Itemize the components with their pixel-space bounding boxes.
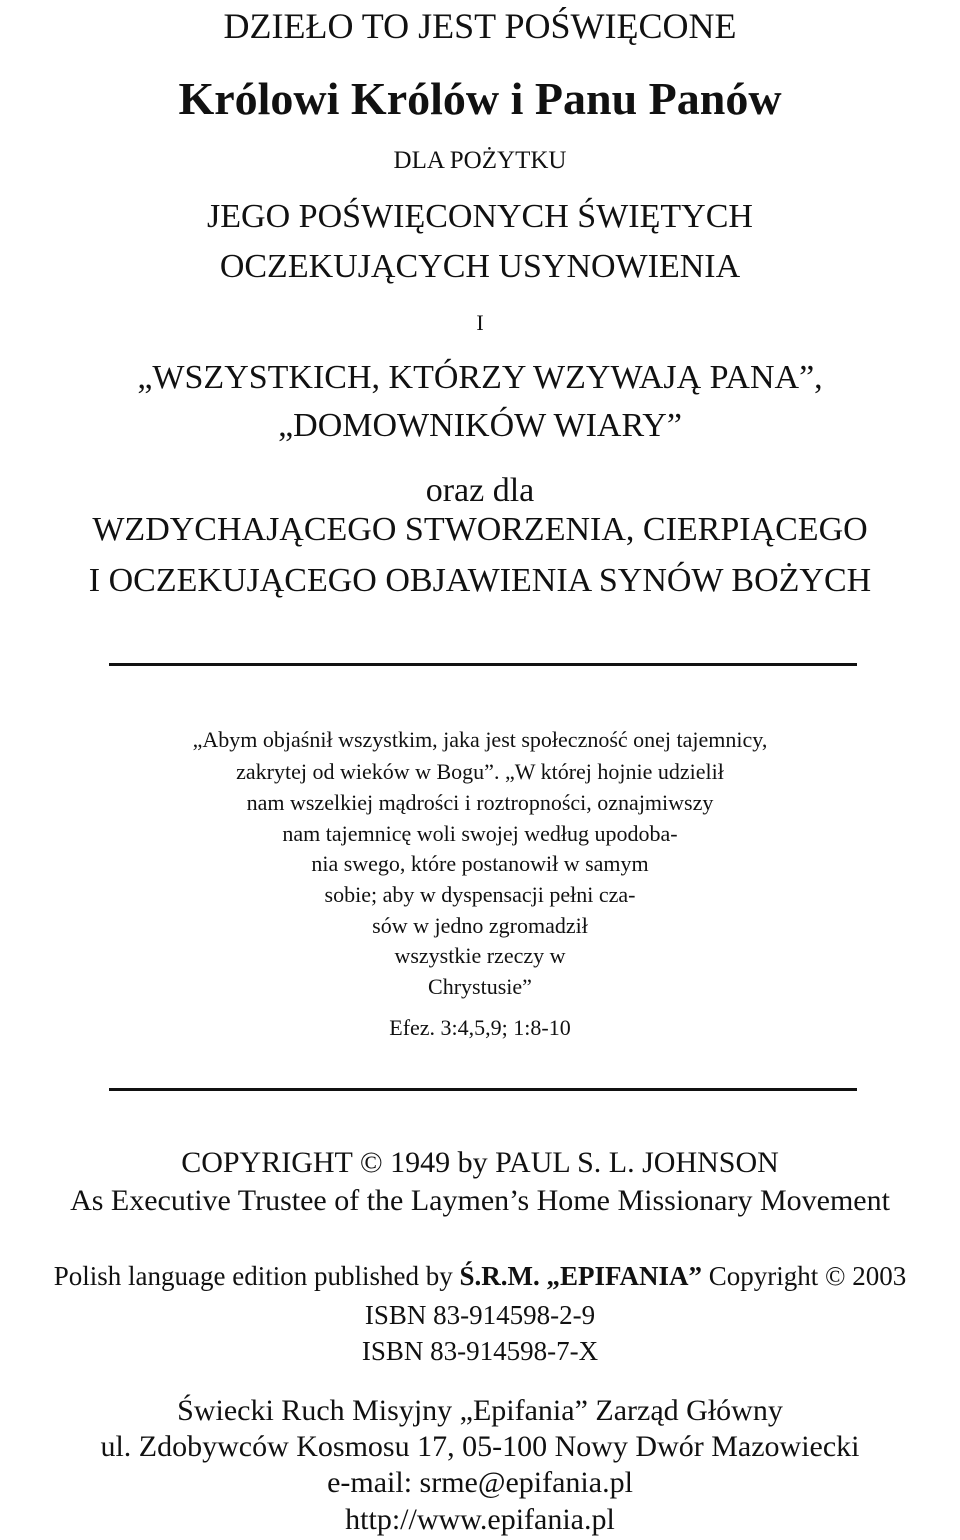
dedication-line: DLA POŻYTKU: [393, 147, 567, 174]
dedication-line: oraz dla: [425, 472, 535, 509]
copyright-line: [0, 1148, 960, 1178]
quote-line: wszystkie rzeczy w: [394, 943, 566, 968]
copyright-trustee: As Executive Trustee of the Laymen’s Home Missionary Movement: [70, 1184, 890, 1217]
quote-line: nia swego, które postanowił w samym: [311, 851, 649, 876]
edition-publisher: Ś.R.M. „EPIFANIA”: [459, 1261, 702, 1291]
isbn: ISBN 83-914598-2-9: [364, 1300, 596, 1330]
divider: [109, 663, 857, 666]
copyright-prefix: COPYRIGHT: [181, 1146, 360, 1179]
edition-line: [0, 1263, 960, 1290]
copyright-symbol: ©: [359, 1146, 383, 1179]
quote-line: nam tajemnicę woli swojej według upodoba-: [282, 821, 678, 846]
publisher-address: ul. Zdobywców Kosmosu 17, 05-100 Nowy Dwór Mazowiecki: [100, 1430, 860, 1463]
quote-line: „Abym objaśnił wszystkim, jaka jest społeczność onej tajemnicy,: [192, 727, 768, 752]
dedication-line: JEGO POŚWIĘCONYCH ŚWIĘTYCH: [207, 198, 753, 235]
dedication-line: „WSZYSTKICH, KTÓRZY WZYWAJĄ PANA”,: [137, 359, 823, 396]
publisher-email[interactable]: e-mail: srme@epifania.pl: [327, 1466, 633, 1499]
dedication-line: WZDYCHAJĄCEGO STWORZENIA, CIERPIĄCEGO: [92, 511, 868, 548]
quote-line: Chrystusie”: [428, 974, 532, 999]
quote-line: sów w jedno zgromadził: [372, 913, 588, 938]
page-title: Królowi Królów i Panu Panów: [178, 73, 782, 124]
dedication-line: „DOMOWNIKÓW WIARY”: [278, 407, 682, 444]
dedication-line: DZIEŁO TO JEST POŚWIĘCONE: [223, 6, 737, 46]
isbn: ISBN 83-914598-7-X: [361, 1336, 599, 1366]
quote-reference: Efez. 3:4,5,9; 1:8-10: [389, 1015, 571, 1040]
dedication-line: OCZEKUJĄCYCH USYNOWIENIA: [219, 248, 741, 285]
quote-line: sobie; aby w dyspensacji pełni cza-: [324, 882, 636, 907]
edition-copyright: Copyright: [701, 1261, 825, 1291]
dedication-line: I OCZEKUJĄCEGO OBJAWIENIA SYNÓW BOŻYCH: [88, 562, 872, 599]
copyright-holder: 1949 by PAUL S. L. JOHNSON: [382, 1146, 779, 1179]
copyright-symbol: ©: [824, 1261, 846, 1291]
quote-line: nam wszelkiej mądrości i roztropności, oznajmiwszy: [246, 790, 714, 815]
divider: [109, 1088, 857, 1091]
publisher-website[interactable]: http://www.epifania.pl: [345, 1503, 615, 1536]
edition-prefix: Polish language edition published by: [53, 1261, 460, 1291]
quote-line: zakrytej od wieków w Bogu”. „W której hojnie udzielił: [236, 759, 724, 784]
dedication-line: I: [476, 310, 484, 335]
publisher-name: Świecki Ruch Misyjny „Epifania” Zarząd Główny: [177, 1394, 783, 1427]
edition-year: 2003: [845, 1261, 907, 1291]
